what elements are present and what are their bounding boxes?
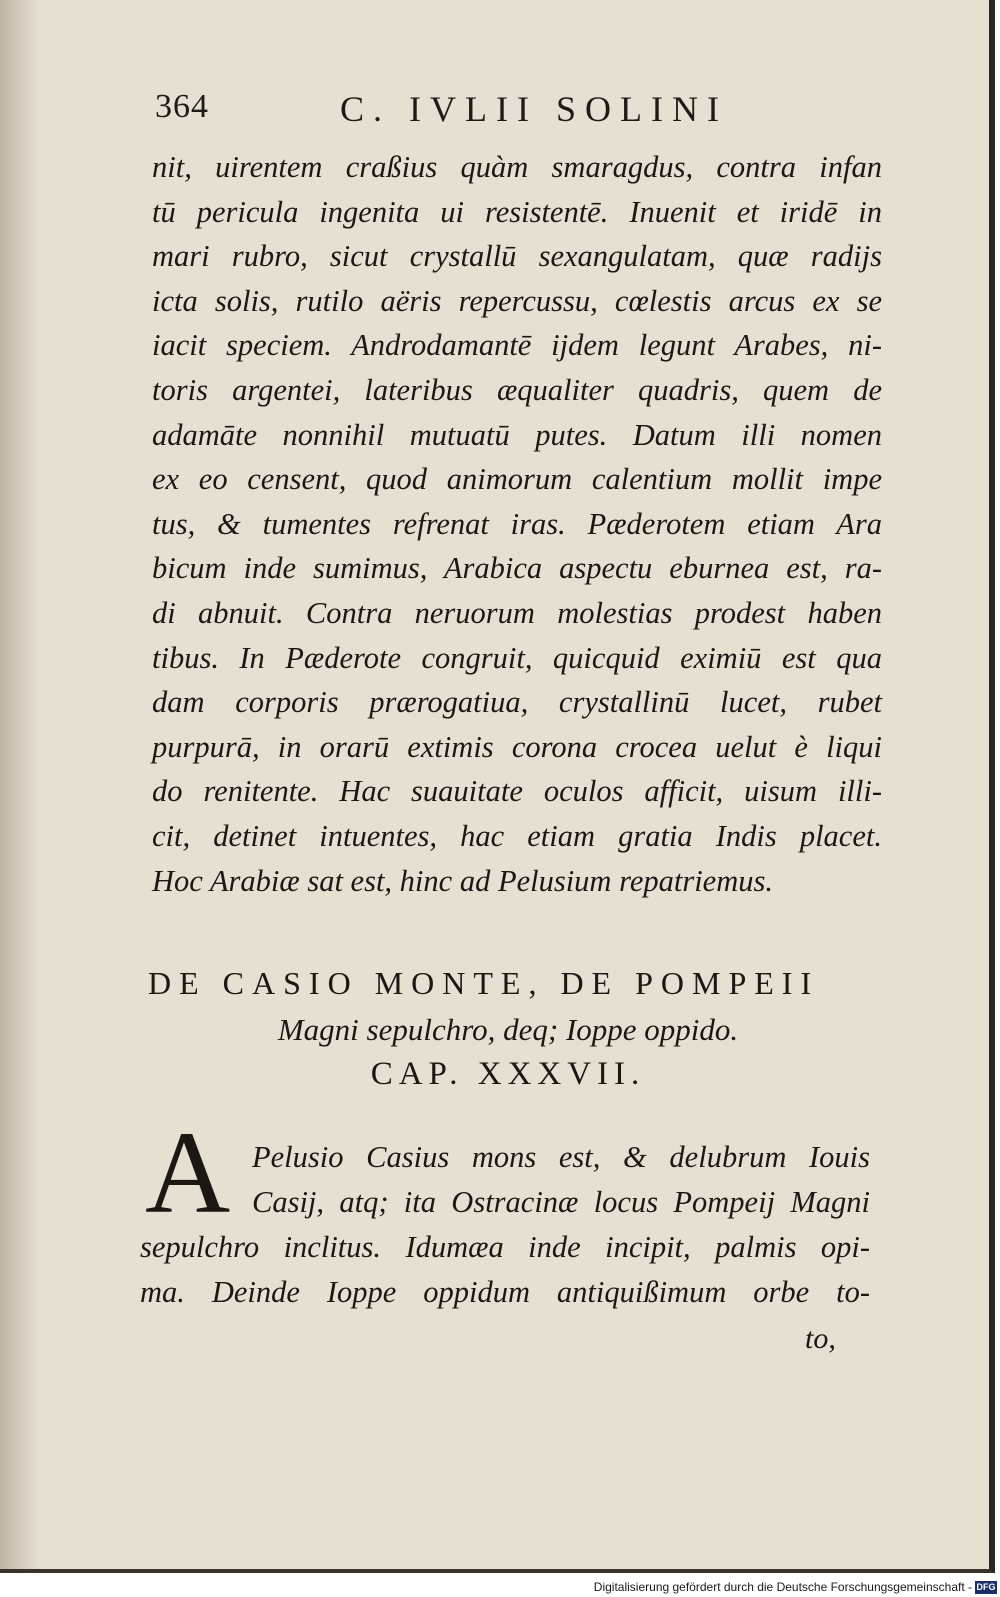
- chapter-heading: [148, 965, 868, 1093]
- text-line: icta solis, rutilo aëris repercussu, cœlestis arcus ex se: [152, 283, 882, 318]
- text-line: iacit speciem. Androdamantē ijdem legunt Arabes, ni-: [152, 328, 882, 363]
- text-line: sepulchro inclitus. Idumæa inde incipit, palmis opi-: [140, 1230, 870, 1264]
- text-line: mari rubro, sicut crystallū sexangulatam, quæ radijs: [152, 239, 882, 274]
- chapter-number: CAP. XXXVII.: [370, 1056, 646, 1092]
- text-line: do renitente. Hac suauitate oculos afficit, uisum illi-: [152, 774, 882, 809]
- text-line: tū pericula ingenita ui resistentē. Inuenit et iridē in: [152, 194, 882, 229]
- page-header: [155, 88, 875, 132]
- folio-number: 364: [155, 88, 209, 125]
- text-line: tibus. In Pæderote congruit, quicquid eximiū est qua: [152, 640, 882, 675]
- text-line: Hoc Arabiæ sat est, hinc ad Pelusium repatriemus.: [152, 863, 773, 898]
- chapter-text: [140, 1135, 870, 1315]
- text-line: tus, & tumentes refrenat iras. Pæderotem etiam Ara: [152, 506, 882, 541]
- text-line: dam corporis prærogatiua, crystallinū lucet, rubet: [152, 685, 882, 720]
- drop-initial: A: [145, 1107, 231, 1238]
- text-line: Pelusio Casius mons est, & delubrum Iouis: [252, 1140, 870, 1174]
- digitization-credit: Digitalisierung gefördert durch die Deutsche Forschungsgemeinschaft -: [593, 1580, 972, 1594]
- text-line: adamāte nonnihil mutuatū putes. Datum illi nomen: [152, 417, 882, 452]
- chapter-subtitle: Magni sepulchro, deq; Ioppe oppido.: [277, 1012, 739, 1047]
- body-text: [152, 145, 882, 903]
- running-title: C. IVLII SOLINI: [340, 89, 728, 129]
- text-line: Casij, atq; ita Ostracinæ locus Pompeij Magni: [252, 1185, 870, 1219]
- text-line: toris argentei, lateribus æqualiter quadris, quem de: [152, 372, 882, 407]
- catchword: to,: [805, 1322, 836, 1355]
- chapter-title: DE CASIO MONTE, DE POMPEII: [148, 965, 820, 1001]
- text-line: purpurā, in orarū extimis corona crocea uelut è liqui: [152, 729, 882, 764]
- text-line: cit, detinet intuentes, hac etiam gratia Indis placet.: [152, 818, 882, 853]
- text-line: di abnuit. Contra neruorum molestias prodest haben: [152, 595, 882, 630]
- text-line: ex eo censent, quod animorum calentium mollit impe: [152, 462, 882, 497]
- text-line: nit, uirentem craßius quàm smaragdus, contra infan: [152, 150, 882, 184]
- dfg-logo: DFG: [976, 1582, 996, 1592]
- text-line: bicum inde sumimus, Arabica aspectu eburnea est, ra-: [152, 551, 882, 586]
- text-line: ma. Deinde Ioppe oppidum antiquißimum orbe to-: [140, 1275, 870, 1309]
